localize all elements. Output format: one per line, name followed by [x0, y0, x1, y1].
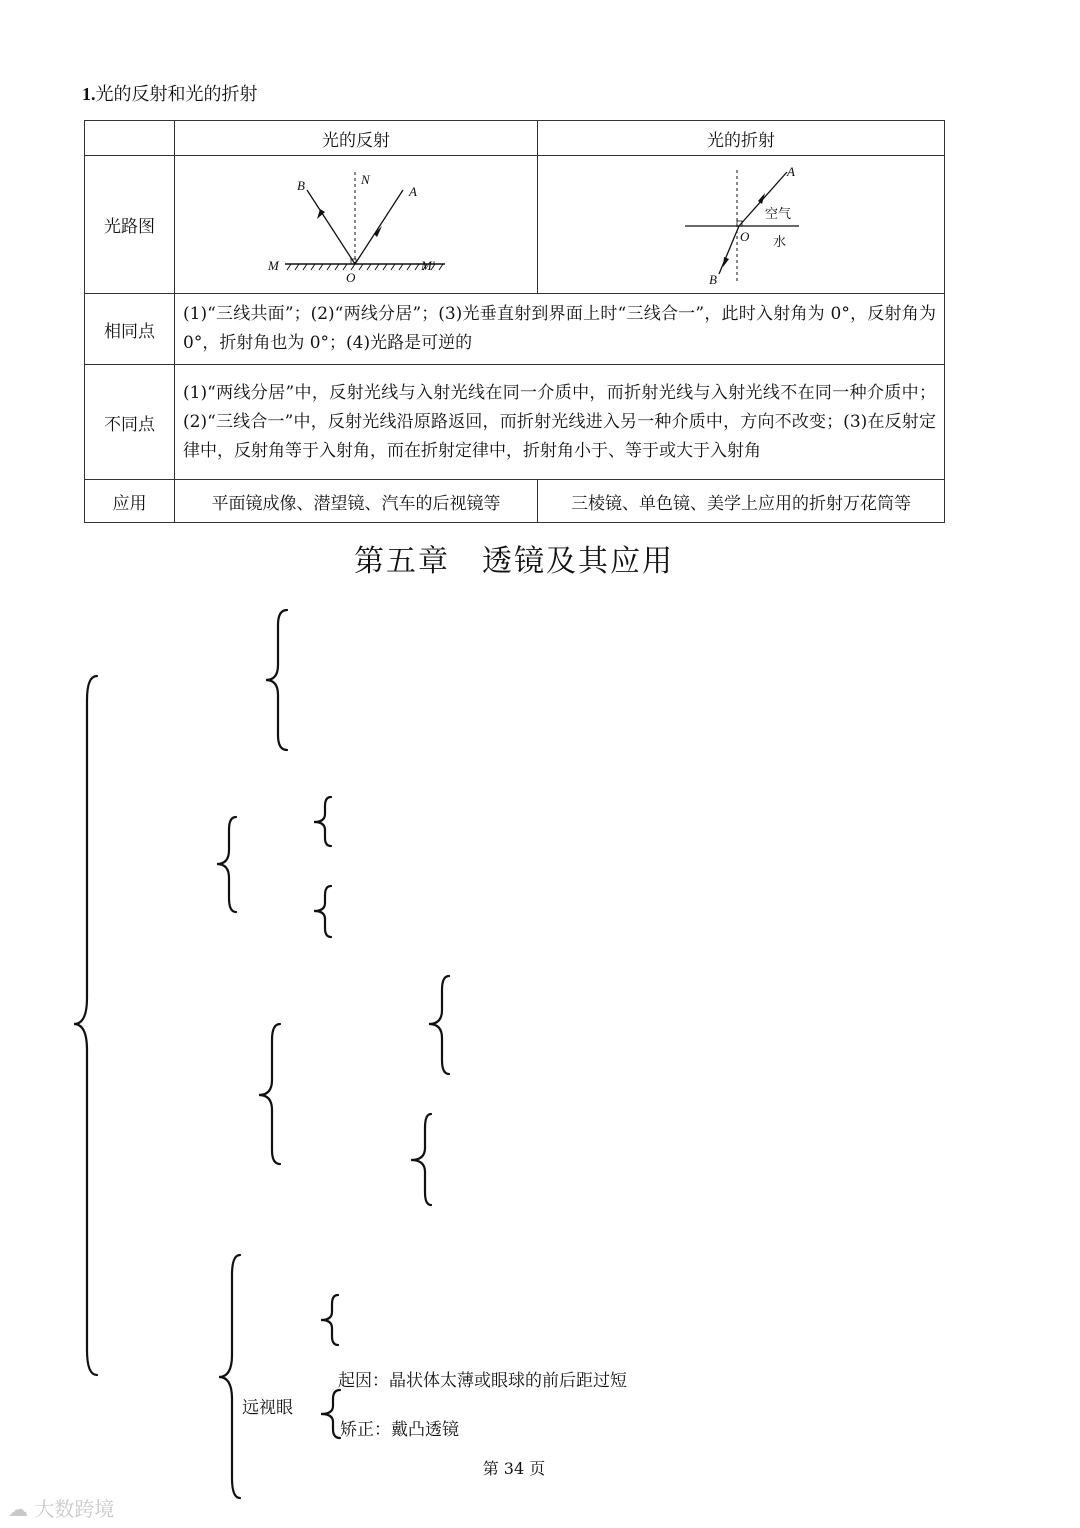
refraction-diagram-cell	[538, 156, 945, 294]
incident-ray	[355, 190, 403, 264]
outline-cause: 起因：晶状体太薄或眼球的前后距过短	[338, 1371, 627, 1391]
label-B: B	[297, 178, 305, 193]
header-refraction: 光的折射	[538, 121, 945, 156]
label-N: N	[361, 172, 370, 187]
mirror-hatching	[287, 264, 443, 270]
brace-3	[259, 1024, 280, 1164]
section-title	[82, 80, 258, 106]
row-label-app: 应用	[85, 480, 175, 523]
row-label-diff: 不同点	[85, 365, 175, 480]
refracted-ray	[719, 226, 739, 274]
label-air: 空气	[764, 207, 791, 222]
brace-1	[266, 610, 287, 750]
table-row-diff	[85, 365, 945, 480]
label-water: 水	[772, 235, 786, 250]
table-header-row	[85, 121, 945, 156]
outline-hyperopia: 远视眼	[242, 1398, 293, 1418]
reflection-diagram-cell	[175, 156, 538, 294]
row-label-same: 相同点	[85, 294, 175, 365]
brace-3a	[429, 976, 449, 1074]
row-label-diagram: 光路图	[85, 156, 175, 294]
chapter-title: 第五章 透镜及其应用	[354, 544, 674, 579]
brace-2	[217, 817, 236, 912]
watermark-text: 大数跨境	[34, 1497, 115, 1521]
reflection-diagram	[175, 156, 537, 288]
same-points-text: (1)“三线共面”；(2)“两线分居”；(3)光垂直射到界面上时“三线合一”，此时入射角为 0°，反射角为 0°，折射角也为 0°；(4)光路是可逆的	[175, 294, 945, 365]
watermark	[8, 1493, 114, 1522]
label-A: A	[786, 164, 795, 179]
header-empty-cell	[85, 121, 175, 156]
app-refraction-text: 三棱镜、单色镜、美学上应用的折射万花筒等	[538, 480, 945, 523]
refraction-diagram	[539, 156, 944, 288]
app-reflection-text: 平面镜成像、潜望镜、汽车的后视镜等	[175, 480, 538, 523]
page-number: 第 34 页	[482, 1459, 546, 1478]
reflected-ray	[307, 190, 355, 264]
table-row-app	[85, 480, 945, 523]
label-B: B	[708, 272, 717, 287]
label-M: M	[268, 258, 279, 273]
diff-points-text: (1)“两线分居”中，反射光线与入射光线在同一介质中，而折射光线与入射光线不在同一种介质中；(2)“三线合一”中，反射光线沿原路返回，而折射光线进入另一种介质中，方向不改变；(3)在反射定律中，反射角等于入射角，而在折射定律中，折射角小于、等于或大于入射角	[175, 365, 945, 480]
watermark-icon: ☁	[8, 1497, 35, 1521]
brace-3b	[411, 1114, 431, 1205]
brace-2b	[314, 886, 331, 937]
brace-4a	[321, 1295, 338, 1345]
outline-correction: 矫正：戴凸透镜	[340, 1420, 459, 1440]
section-number: 1.	[82, 84, 96, 104]
brace-main	[74, 676, 97, 1375]
brace-4b	[321, 1390, 340, 1438]
header-reflection: 光的反射	[175, 121, 538, 156]
comparison-table	[84, 120, 945, 523]
table-row-diagram	[85, 156, 945, 294]
brace-2a	[314, 797, 331, 846]
section-title-text: 光的反射和光的折射	[95, 84, 258, 105]
label-M-prime: M′	[421, 258, 435, 273]
label-O: O	[346, 270, 356, 285]
label-A: A	[409, 184, 417, 199]
label-O: O	[739, 229, 749, 244]
table-row-same	[85, 294, 945, 365]
